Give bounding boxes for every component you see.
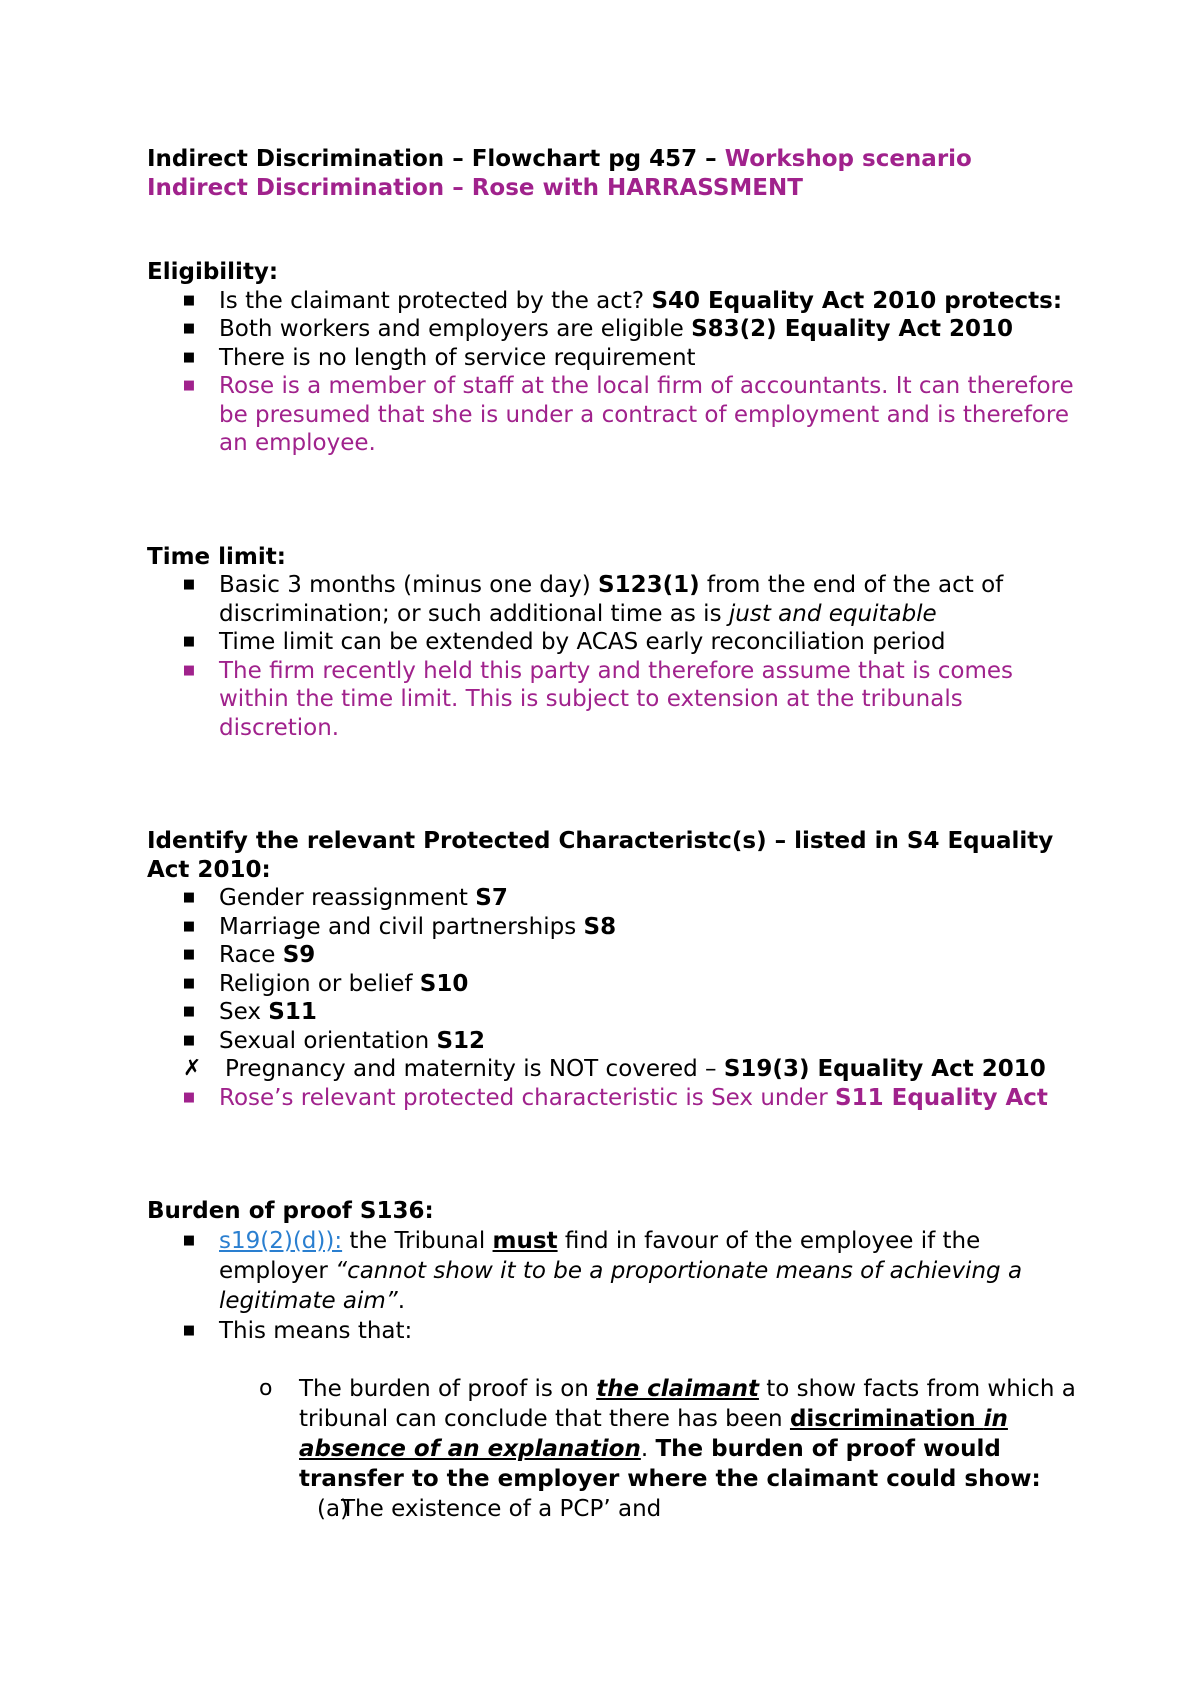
item-text: Is the claimant protected by the act? xyxy=(219,287,652,314)
item-text: Rose’s relevant protected characteristic is Sex under xyxy=(219,1084,836,1111)
list-item xyxy=(147,913,1087,942)
list-item xyxy=(147,571,1087,628)
item-emphasis: just and equitable xyxy=(728,600,937,627)
list-item-application xyxy=(147,1084,1087,1113)
list-item xyxy=(147,970,1087,999)
list-item xyxy=(147,1226,1087,1316)
item-text: Marriage and civil partnerships xyxy=(219,913,584,940)
list-item xyxy=(147,998,1087,1027)
square-bullet-icon: ■ xyxy=(182,321,196,336)
item-text: Sexual orientation xyxy=(219,1027,437,1054)
document-body xyxy=(147,145,1087,1524)
item-text: . xyxy=(640,1435,656,1462)
item-quote: “cannot show it to be a proportionate means of achieving a legitimate aim” xyxy=(219,1257,1023,1314)
circle-bullet-icon: o xyxy=(259,1375,273,1401)
time-limit-list xyxy=(147,571,1087,742)
item-text: The existence of a PCP’ and xyxy=(341,1495,662,1522)
item-statute: S12 xyxy=(436,1027,486,1054)
time-limit-section xyxy=(147,543,1087,743)
item-statute: S8 xyxy=(583,913,617,940)
item-text: to show facts from which a tribunal can conclude that there has been xyxy=(299,1375,1076,1432)
title-block xyxy=(147,145,1087,202)
square-bullet-icon: ■ xyxy=(182,918,196,934)
square-bullet-icon: ■ xyxy=(182,890,196,905)
item-text: Time limit can be extended by ACAS early reconciliation period xyxy=(219,629,946,655)
square-bullet-icon: ■ xyxy=(182,1232,196,1248)
eligibility-list xyxy=(147,287,1087,458)
list-item xyxy=(147,628,1087,657)
item-statute: S40 Equality Act 2010 protects: xyxy=(651,287,1063,314)
list-item xyxy=(147,315,1087,344)
square-bullet-icon: ■ xyxy=(182,292,196,308)
square-bullet-icon: ■ xyxy=(182,975,196,991)
statute-link[interactable]: s19(2)(d)): xyxy=(219,1227,343,1254)
list-item xyxy=(147,1316,1087,1346)
list-item-application xyxy=(147,372,1087,458)
square-bullet-icon: ■ xyxy=(182,1089,196,1105)
title-main: Indirect Discrimination – Flowchart pg 457 – xyxy=(147,146,725,172)
item-statute: S83(2) Equality Act 2010 xyxy=(691,316,1013,342)
item-text: Sex xyxy=(219,999,269,1025)
item-text: Basic 3 months (minus one day) xyxy=(219,572,599,598)
square-bullet-icon: ■ xyxy=(182,1322,196,1338)
square-bullet-icon: ■ xyxy=(182,378,196,393)
eligibility-heading: Eligibility: xyxy=(147,259,279,285)
protected-list xyxy=(147,884,1087,1112)
sub-list-item xyxy=(147,1374,1087,1494)
list-item xyxy=(147,287,1087,316)
list-item xyxy=(147,1027,1087,1056)
item-text: Pregnancy and maternity is NOT covered – xyxy=(225,1056,724,1082)
burden-heading: Burden of proof S136: xyxy=(147,1198,434,1224)
item-bold-text: The burden of proof would transfer to the employer where the claimant could show: xyxy=(299,1435,1041,1492)
item-text: The firm recently held this party and therefore assume that is comes within the time limit. This is subject to extension at the tribunals discretion. xyxy=(219,657,1014,741)
burden-list xyxy=(147,1226,1087,1346)
item-text: There is no length of service requirement xyxy=(219,344,696,371)
eligibility-section xyxy=(147,258,1087,458)
item-text: from the end of the act of discrimination; or such additional time as is xyxy=(219,572,1004,627)
item-emphasis: must xyxy=(492,1227,558,1254)
item-emphasis: the claimant xyxy=(596,1375,759,1402)
item-emphasis: discrimination xyxy=(789,1405,984,1432)
alpha-marker: (a) xyxy=(317,1495,350,1522)
list-item xyxy=(147,884,1087,913)
square-bullet-icon: ■ xyxy=(182,577,196,592)
item-emphasis: in absence of an explanation xyxy=(299,1405,1008,1462)
item-text: find in favour of the employee if the employer xyxy=(219,1227,981,1284)
item-statute: S11 xyxy=(268,999,317,1025)
item-statute: S7 xyxy=(475,885,508,911)
list-item-excluded xyxy=(147,1055,1087,1084)
title-line-1 xyxy=(147,145,1087,174)
burden-of-proof-section xyxy=(147,1197,1087,1524)
item-text: Race xyxy=(219,942,283,968)
title-scenario: Workshop scenario xyxy=(724,146,972,172)
square-bullet-icon: ■ xyxy=(182,634,196,649)
square-bullet-icon: ■ xyxy=(182,1032,196,1048)
cross-mark-icon: ✗ xyxy=(183,1056,202,1081)
item-text: the Tribunal xyxy=(342,1227,493,1254)
square-bullet-icon: ■ xyxy=(182,947,196,962)
item-statute: S10 xyxy=(419,970,469,997)
item-statute: S9 xyxy=(282,942,316,968)
item-statute: S123(1) xyxy=(598,572,700,598)
item-text: Gender reassignment xyxy=(219,885,476,911)
protected-characteristics-section xyxy=(147,827,1087,1112)
item-text: . xyxy=(397,1287,406,1314)
list-item xyxy=(147,344,1087,373)
item-text: Rose is a member of staff at the local firm of accountants. It can therefore be presumed that she is under a contract of employment and is therefore an employee. xyxy=(219,373,1074,456)
square-bullet-icon: ■ xyxy=(182,349,196,365)
list-item-application xyxy=(147,657,1087,743)
item-text: Both workers and employers are eligible xyxy=(219,316,692,342)
item-statute: S19(3) Equality Act 2010 xyxy=(723,1056,1046,1082)
protected-heading: Identify the relevant Protected Characteristc(s) – listed in S4 Equality Act 2010: xyxy=(147,828,1054,883)
item-text: This means that: xyxy=(219,1317,413,1344)
list-item xyxy=(147,941,1087,970)
item-text: Religion or belief xyxy=(219,970,420,997)
item-text: The burden of proof is on xyxy=(299,1375,597,1402)
title-line-2: Indirect Discrimination – Rose with HARRASSMENT xyxy=(147,174,803,201)
time-limit-heading: Time limit: xyxy=(147,543,286,570)
alpha-list-item xyxy=(147,1494,1087,1524)
square-bullet-icon: ■ xyxy=(182,662,196,678)
item-statute: S11 Equality Act xyxy=(835,1084,1048,1111)
square-bullet-icon: ■ xyxy=(182,1004,196,1019)
